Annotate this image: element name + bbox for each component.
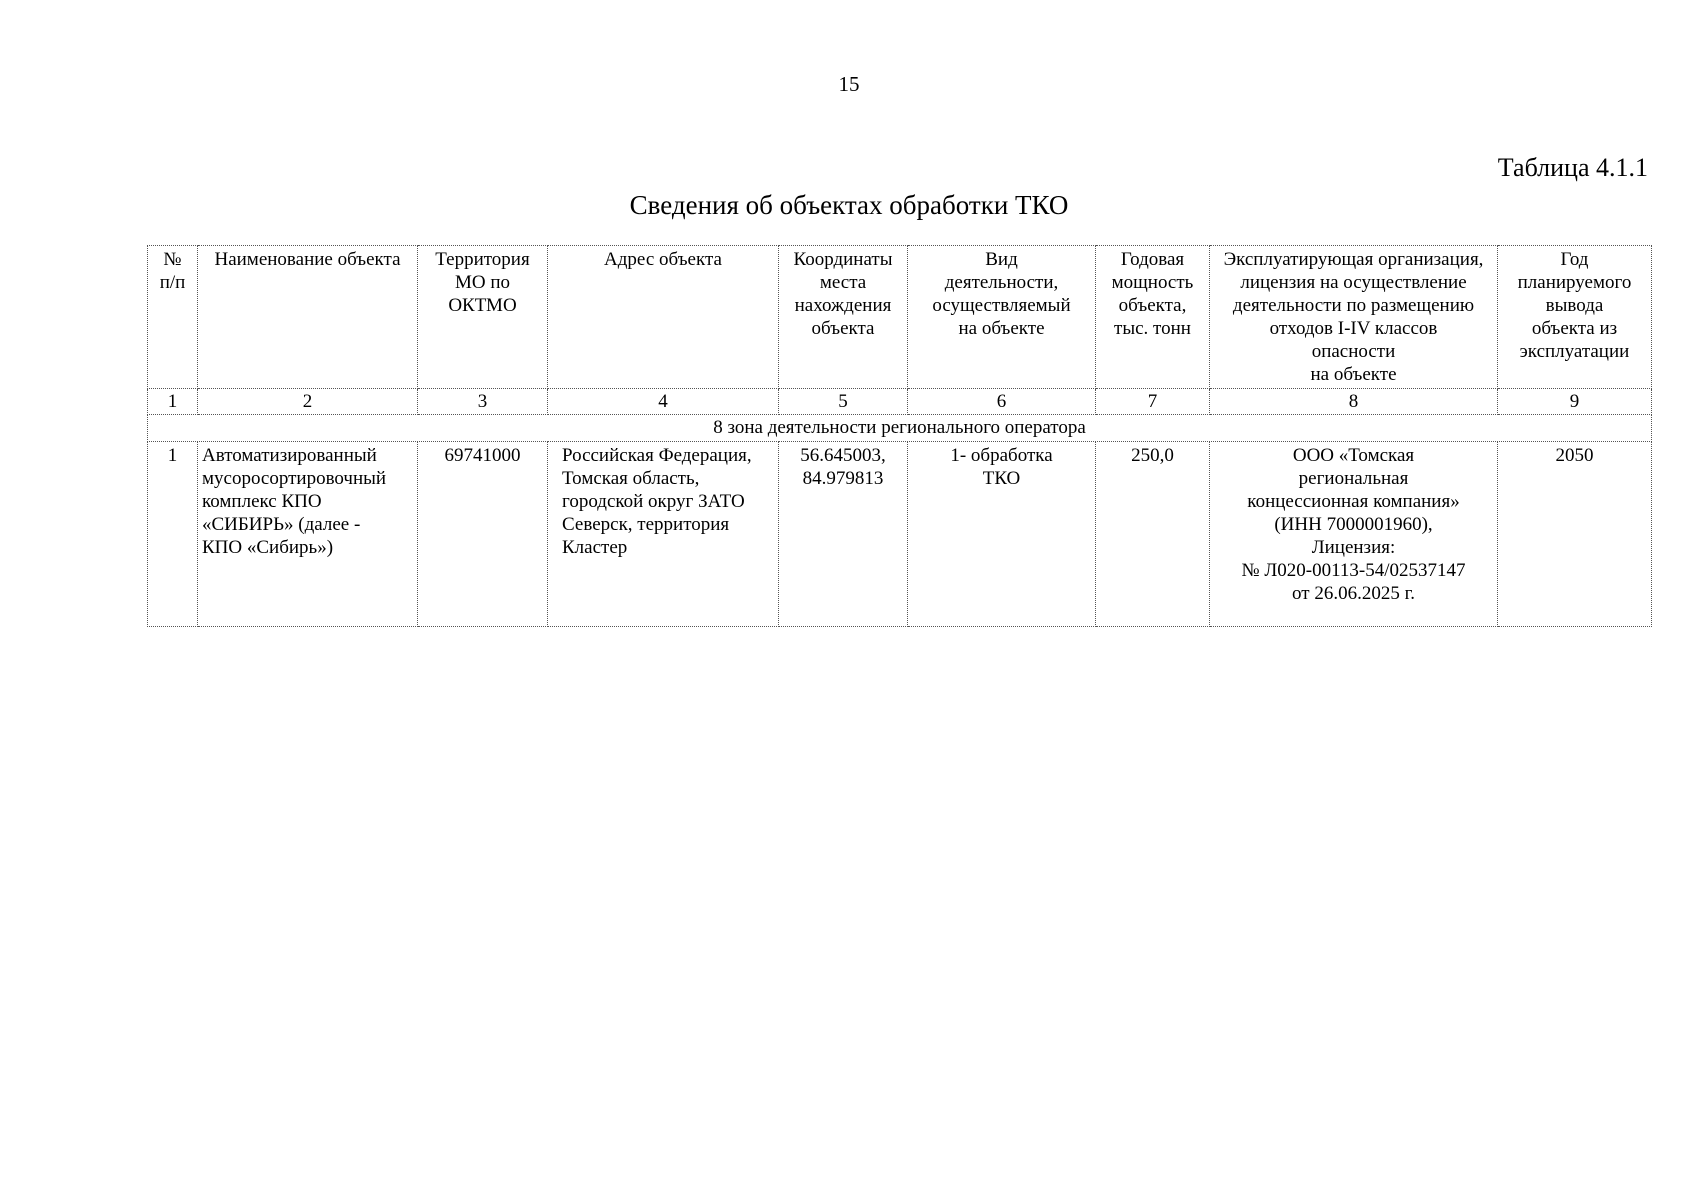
- activity-cell: 1- обработка ТКО: [908, 442, 1096, 627]
- page-number: 15: [838, 72, 860, 96]
- column-number: 2: [198, 389, 418, 415]
- header-cell-decommission-year: Год планируемого вывода объекта из эксплуатации: [1498, 246, 1652, 389]
- column-number: 1: [148, 389, 198, 415]
- waste-processing-objects-table: [147, 245, 1652, 627]
- capacity-cell: 250,0: [1096, 442, 1210, 627]
- address-cell: Российская Федерация, Томская область, городской округ ЗАТО Северск, территория Кластер: [548, 442, 779, 627]
- column-number: 7: [1096, 389, 1210, 415]
- coordinates-cell: 56.645003, 84.979813: [779, 442, 908, 627]
- operator-cell: ООО «Томская региональная концессионная компания» (ИНН 7000001960), Лицензия: № Л020-00113-54/02537147 от 26.06.2025 г.: [1210, 442, 1498, 627]
- header-cell-territory-oktmo: Территория МО по ОКТМО: [418, 246, 548, 389]
- column-number: 4: [548, 389, 779, 415]
- decommission-year-cell: 2050: [1498, 442, 1652, 627]
- header-cell-activity: Вид деятельности, осуществляемый на объекте: [908, 246, 1096, 389]
- column-number-row: [148, 389, 1652, 415]
- header-cell-coordinates: Координаты места нахождения объекта: [779, 246, 908, 389]
- table-row: [148, 442, 1652, 627]
- zone-title: 8 зона деятельности регионального оператора: [148, 415, 1652, 442]
- header-cell-capacity: Годовая мощность объекта, тыс. тонн: [1096, 246, 1210, 389]
- header-cell-operator: Эксплуатирующая организация, лицензия на осуществление деятельности по размещению отходов I-IV классов опасности на объекте: [1210, 246, 1498, 389]
- column-number: 6: [908, 389, 1096, 415]
- column-number: 5: [779, 389, 908, 415]
- column-number: 3: [418, 389, 548, 415]
- header-cell-address: Адрес объекта: [548, 246, 779, 389]
- zone-row: [148, 415, 1652, 442]
- header-cell-number: № п/п: [148, 246, 198, 389]
- header-cell-object-name: Наименование объекта: [198, 246, 418, 389]
- document-title: Сведения об объектах обработки ТКО: [629, 190, 1069, 220]
- table-label: Таблица 4.1.1: [1497, 153, 1648, 182]
- header-row: [148, 246, 1652, 389]
- object-name-cell: Автоматизированный мусоросортировочный комплекс КПО «СИБИРЬ» (далее - КПО «Сибирь»): [198, 442, 418, 627]
- column-number: 8: [1210, 389, 1498, 415]
- oktmo-cell: 69741000: [418, 442, 548, 627]
- row-number: 1: [148, 442, 198, 627]
- column-number: 9: [1498, 389, 1652, 415]
